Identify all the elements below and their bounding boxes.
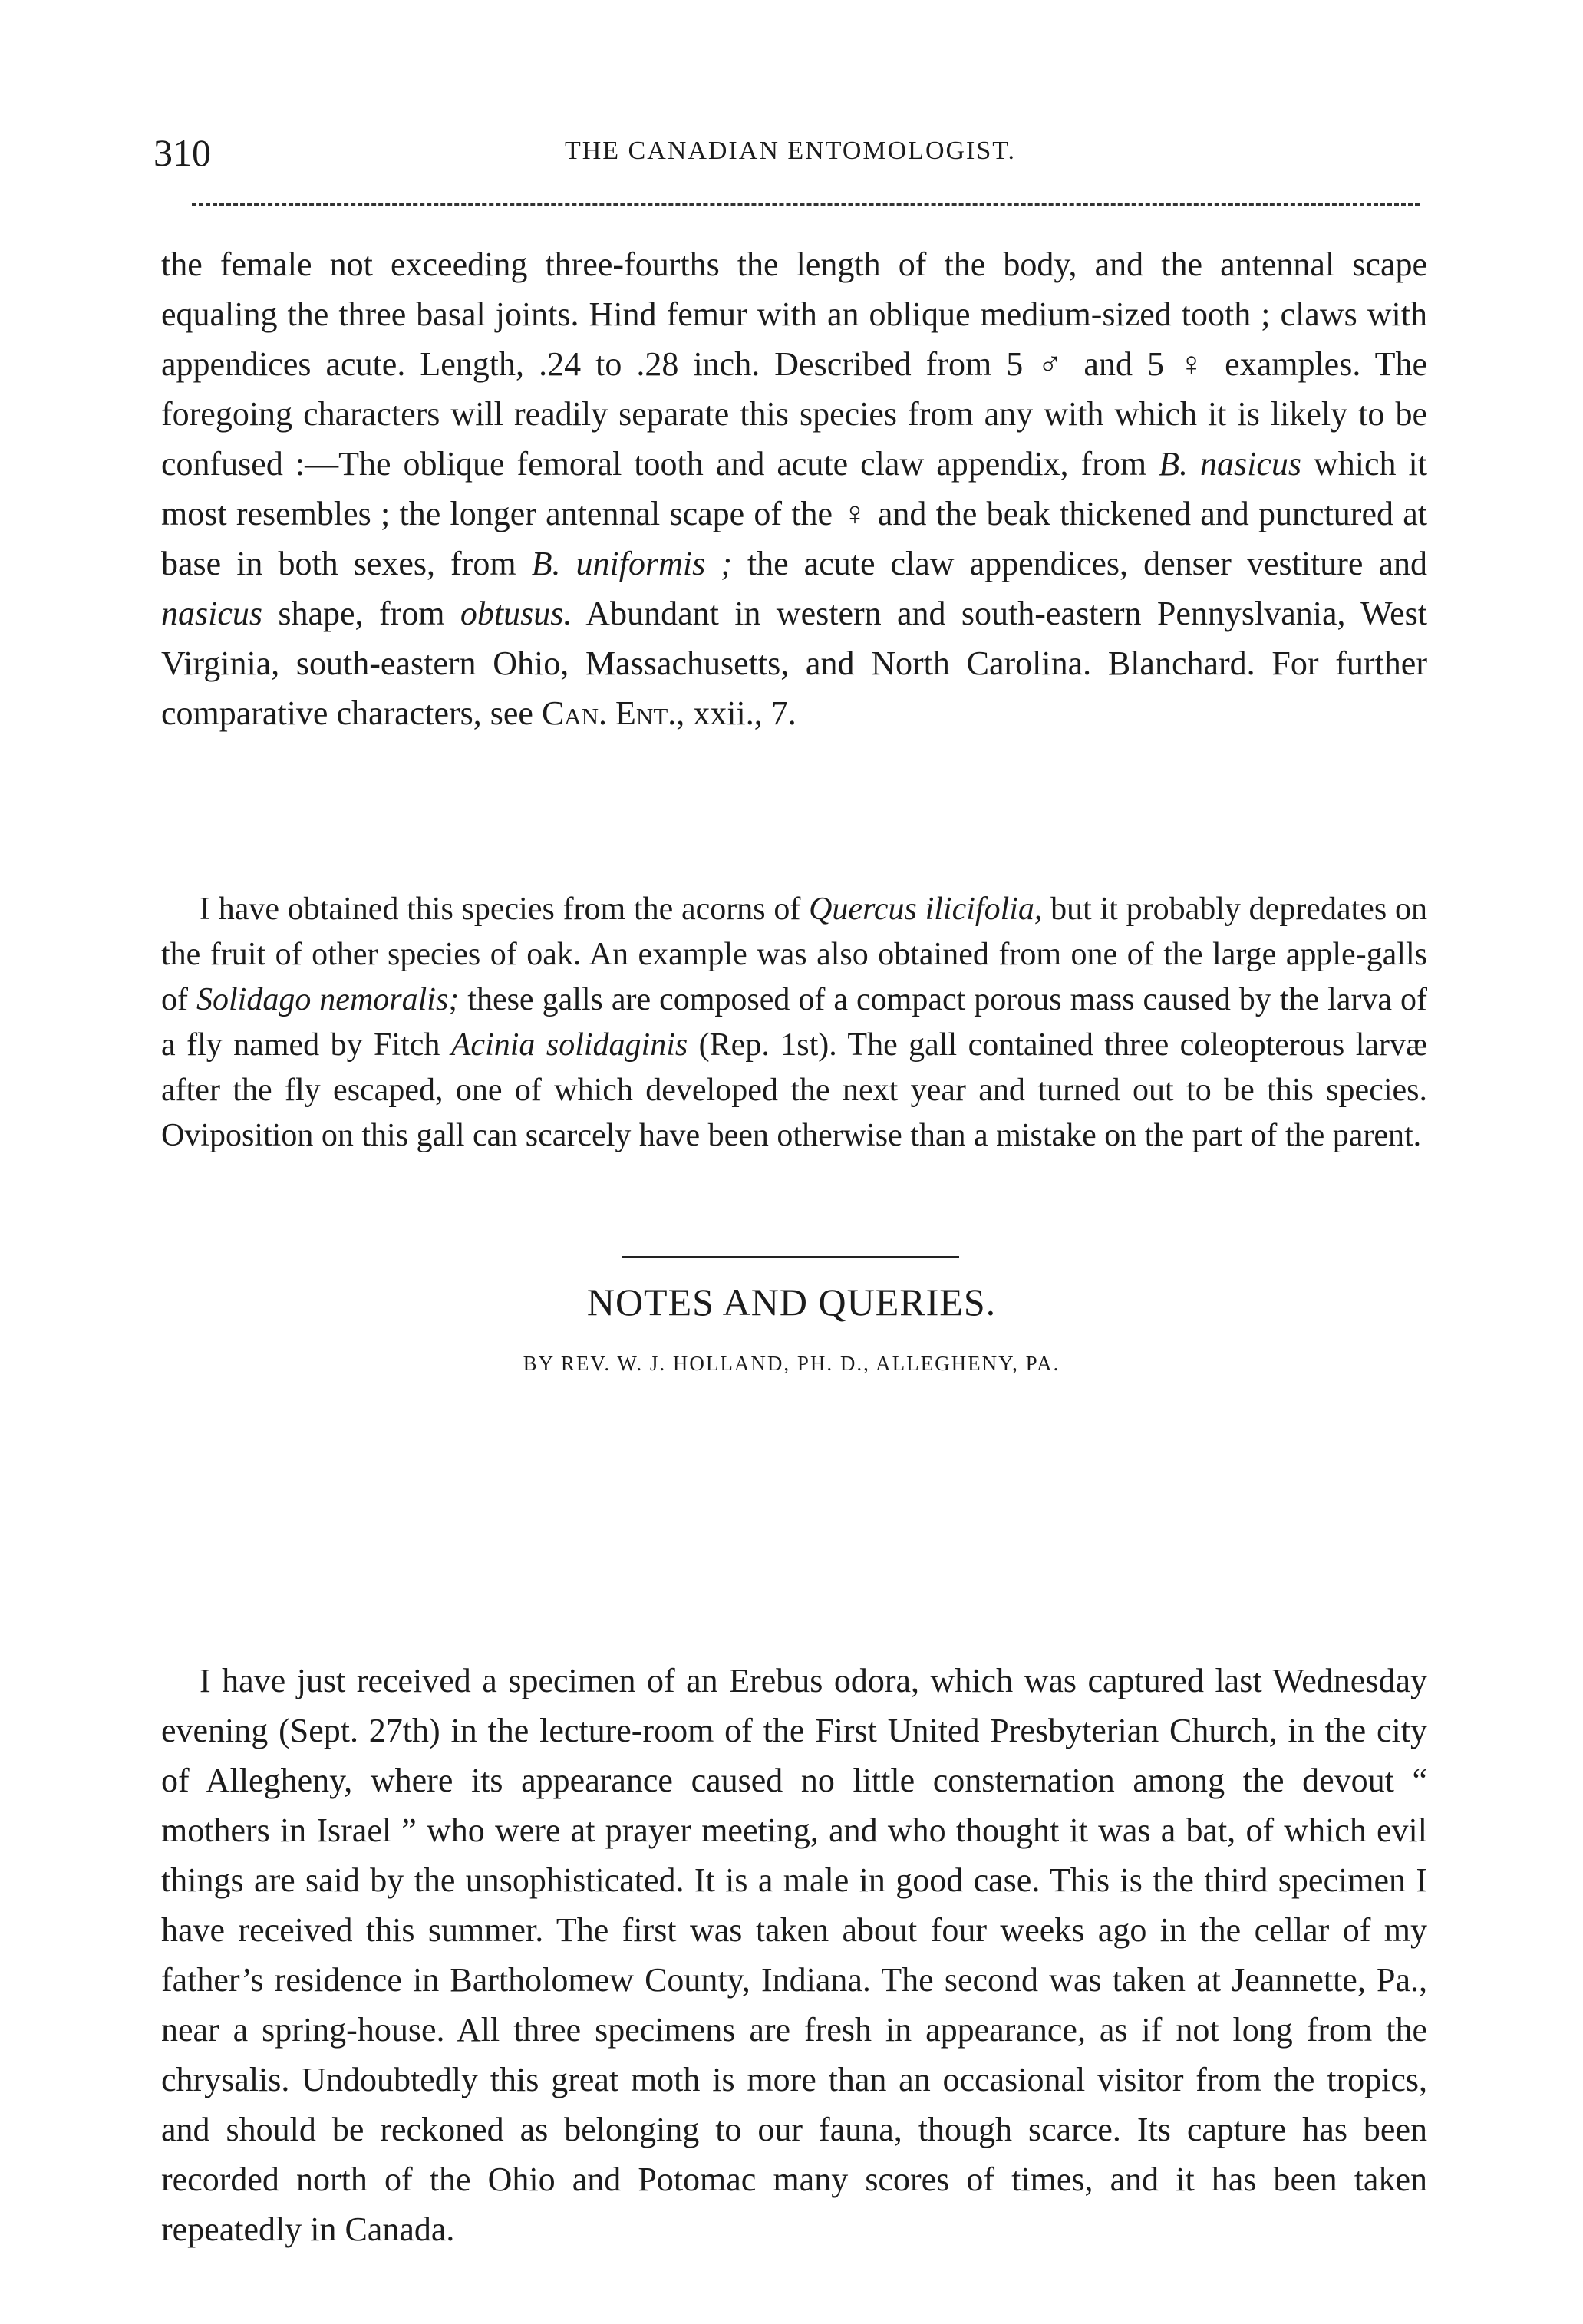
italic-text: Quercus ilicifolia, [809,892,1043,927]
italic-text: obtusus. [460,595,572,632]
section-heading: NOTES AND QUERIES. [586,1281,997,1324]
italic-text: B. uniformis ; [531,545,732,582]
text-run: the acute claw appendices, denser vestiture and [731,545,1427,582]
text-run: but it probably depredates on the fruit of other species of oak. An example was also obtained from one of the large apple-galls of [161,892,1427,1017]
page-number: 310 [153,131,211,174]
italic-text: Solidago nemoralis; [196,982,460,1017]
small-caps-text: Can. Ent. [541,694,677,732]
article-paragraph-2 [161,887,1427,1159]
italic-text: nasicus [161,595,262,632]
italic-text: Acinia solidaginis [450,1027,688,1063]
article-paragraph-1 [161,239,1427,738]
text-run: shape, from [262,595,460,632]
section-separator [622,1256,959,1258]
page-header [153,130,1427,184]
text-run: these galls are composed of a compact porous mass caused by the larva of a fly named by Fitch [161,982,1427,1063]
byline: BY REV. W. J. HOLLAND, PH. D., ALLEGHENY, PA. [523,1352,1060,1375]
text-run: Abundant in western and south-eastern Pennyslvania, West Virginia, south-eastern Ohio, Massachusetts, and North Carolina. Blanchard. For further comparative characters, see [161,595,1427,732]
notes-paragraph-1 [161,1656,1427,2254]
text-run: , xxii., 7. [676,694,796,732]
running-head: THE CANADIAN ENTOMOLOGIST. [564,137,1017,165]
text-run: I have just received a specimen of an Erebus odora, which was captured last Wednesday evening (Sept. 27th) in the lecture-room of the First United Presbyterian Church, in the city of Allegheny, where its appearance caused no little consternation among the devout “ mothers in Israel ” who were at prayer meeting, and who thought it was a bat, of which evil things are said by the unsophisticated. It is a male in good case. This is the third specimen I have received this summer. The first was taken about four weeks ago in the cellar of my father’s residence in Bartholomew County, Indiana. The second was taken at Jeannette, Pa., near a spring-house. All three specimens are fresh in appearance, as if not long from the chrysalis. Undoubtedly this great moth is more than an occasional visitor from the tropics, and should be reckoned as belonging to our fauna, though scarce. Its capture has been recorded north of the Ohio and Potomac many scores of times, and it has been taken repeatedly in Canada. [161,1662,1427,2248]
italic-text: B. nasicus [1159,445,1301,483]
text-run: the female not exceeding three-fourths the length of the body, and the antennal scape equaling the three basal joints. Hind femur with an oblique medium-sized tooth ; claws with appendices acute. Length, .24 to .28 inch. Described from 5 ♂ and 5 ♀ examples. The foregoing characters will readily separate this species from any with which it is likely to be confused :—The oblique femoral tooth and acute claw appendix, from [161,246,1427,483]
text-run: I have obtained this species from the acorns of [200,892,810,927]
text-run: which it most resembles ; the longer antennal scape of the ♀ and the beak thickened and punctured at base in both sexes, from [161,445,1427,582]
header-rule [192,203,1420,206]
text-run: (Rep. 1st). The gall contained three coleopterous larvæ after the fly escaped, one of which developed the next year and turned out to be this species. Oviposition on this gall can scarcely have been otherwise than a mistake on the part of the parent. [161,1027,1428,1153]
